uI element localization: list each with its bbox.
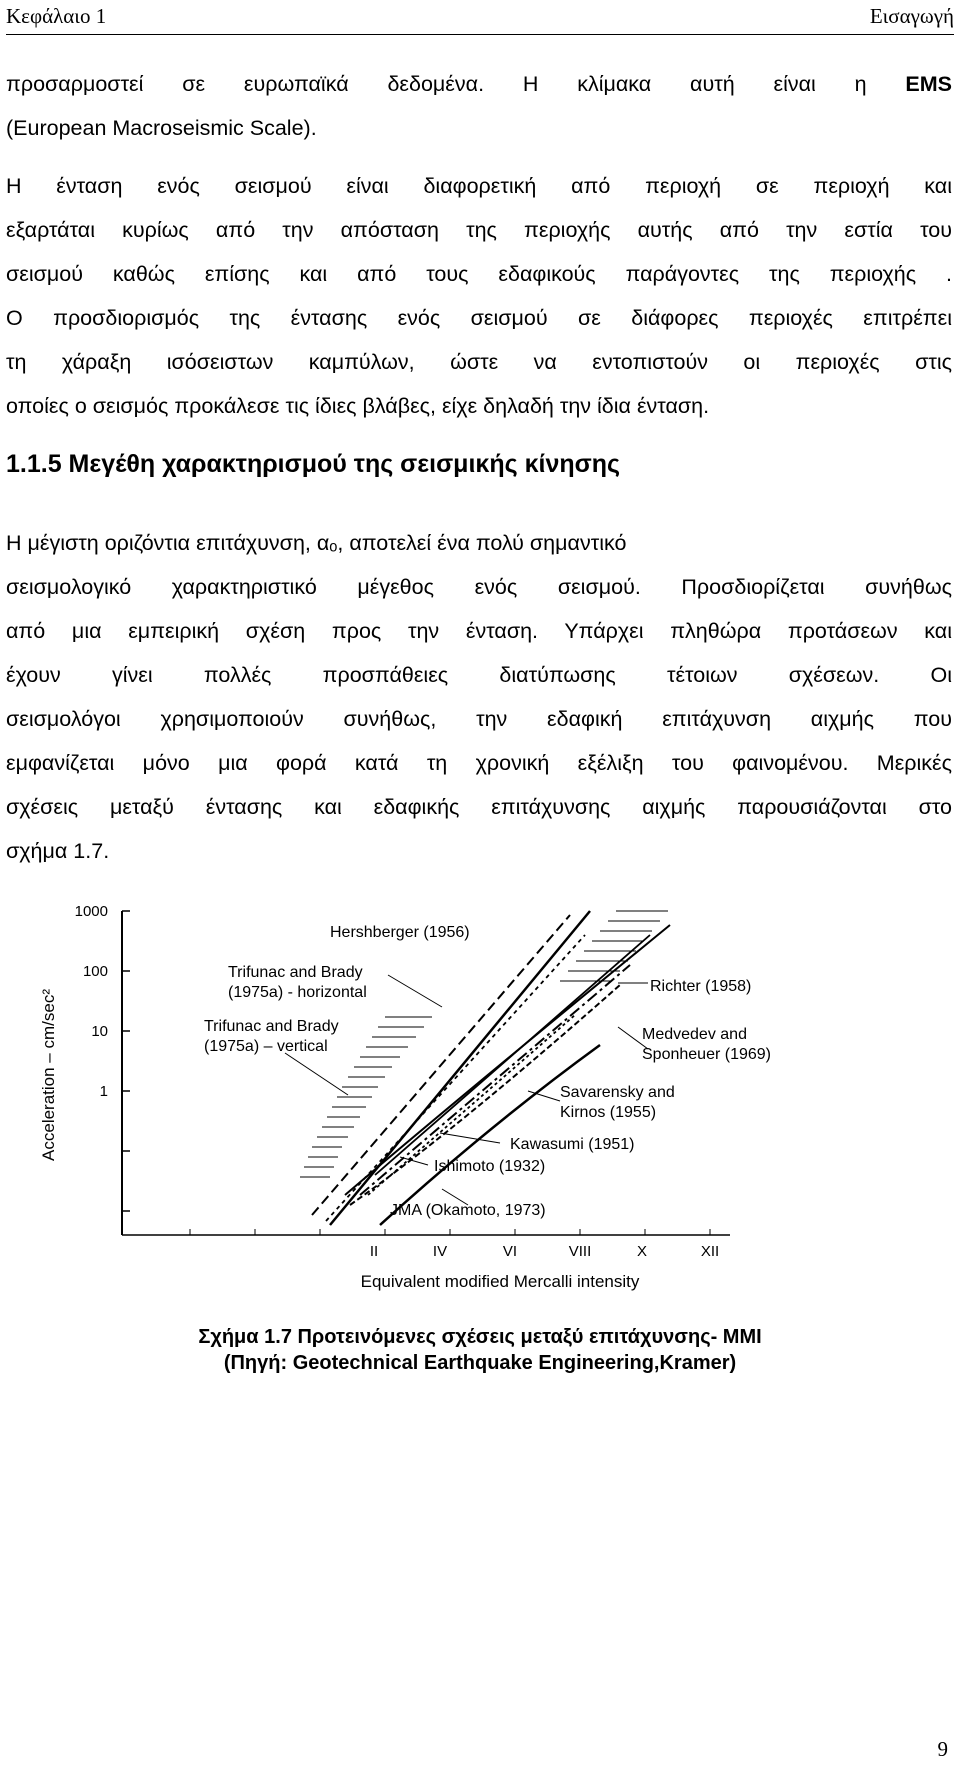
- label-trifunac-horizontal: (1975a) - horizontal: [228, 984, 367, 1001]
- figure-1-7: [30, 895, 870, 1325]
- paragraph-line: (European Macroseismic Scale).: [6, 116, 317, 140]
- y-axis-label: Acceleration – cm/sec²: [39, 989, 58, 1161]
- paragraph-line: προσαρμοστεί σε ευρωπαϊκά δεδομένα. Η κλίμακα αυτή είναι η EMS: [6, 72, 952, 96]
- page-header: [6, 4, 954, 35]
- paragraph-line: έχουν γίνει πολλές προσπάθειες διατύπωσης τέτοιων σχέσεων. Οι: [6, 663, 952, 687]
- y-tick-label: 1: [99, 1083, 108, 1100]
- paragraph-line: σεισμού καθώς επίσης και από τους εδαφικούς παράγοντες της περιοχής .: [6, 262, 952, 286]
- label-savarensky: Kirnos (1955): [560, 1104, 657, 1121]
- paragraph-line: σχέσεις μεταξύ έντασης και εδαφικής επιτάχυνσης αιχμής παρουσιάζονται στο: [6, 795, 952, 819]
- paragraph-line: εμφανίζεται μόνο μια φορά κατά τη χρονική εξέλιξη του φαινομένου. Μερικές: [6, 751, 952, 775]
- label-medvedev: Sponheuer (1969): [642, 1046, 771, 1063]
- paragraph-line: Η μέγιστη οριζόντια επιτάχυνση, αₒ, αποτελεί ένα πολύ σημαντικό: [6, 531, 627, 555]
- label-trifunac-vertical: Trifunac and Brady: [204, 1018, 339, 1035]
- x-tick-label: VIII: [568, 1243, 592, 1260]
- label-hershberger: Hershberger (1956): [330, 924, 470, 941]
- figure-caption-line-2: (Πηγή: Geotechnical Earthquake Engineering,Kramer): [223, 1352, 737, 1374]
- label-trifunac-horizontal: Trifunac and Brady: [228, 964, 363, 981]
- label-richter: Richter (1958): [650, 978, 752, 995]
- paragraph-line: Η ένταση ενός σεισμού είναι διαφορετική από περιοχή σε περιοχή και: [6, 174, 952, 198]
- paragraph-line: σεισμολογικό χαρακτηριστικό μέγεθος ενός σεισμού. Προσδιορίζεται συνήθως: [6, 575, 952, 599]
- x-tick-label: II: [369, 1243, 379, 1260]
- label-savarensky: Savarensky and: [560, 1084, 675, 1101]
- page-number: 9: [937, 1737, 948, 1761]
- figure-caption-line-1: Σχήμα 1.7 Προτεινόμενες σχέσεις μεταξύ επιτάχυνσης- MMI: [198, 1326, 762, 1348]
- paragraph-2: [6, 164, 952, 428]
- label-kawasumi: Kawasumi (1951): [510, 1136, 635, 1153]
- relation-curves: [312, 911, 670, 1225]
- paragraph-line: σεισμολόγοι χρησιμοποιούν συνήθως, την εδαφική επιτάχυνση αιχμής που: [6, 707, 952, 731]
- y-tick-label: 100: [82, 963, 108, 980]
- x-tick-label: X: [636, 1243, 648, 1260]
- y-ticks: [122, 911, 130, 1211]
- y-tick-label: 10: [91, 1023, 108, 1040]
- paragraph-line: σχήμα 1.7.: [6, 839, 110, 863]
- label-medvedev: Medvedev and: [642, 1026, 747, 1043]
- label-trifunac-vertical: (1975a) – vertical: [204, 1038, 328, 1055]
- section-heading: 1.1.5 Μεγέθη χαρακτηρισμού της σεισμικής κίνησης: [6, 450, 621, 478]
- x-tick-label: IV: [432, 1243, 448, 1260]
- ems-abbreviation: EMS: [905, 72, 952, 96]
- section-label: Εισαγωγή: [869, 4, 954, 28]
- curve-hershberger: [330, 911, 590, 1225]
- paragraph-line: Ο προσδιορισμός της έντασης ενός σεισμού σε διάφορες περιοχές επιτρέπει: [6, 306, 952, 330]
- x-tick-label: VI: [502, 1243, 518, 1260]
- paragraph-line: από μια εμπειρική σχέση προς την ένταση. Υπάρχει πληθώρα προτάσεων και: [6, 619, 952, 643]
- x-axis-label: Equivalent modified Mercalli intensity: [360, 1272, 640, 1291]
- label-ishimoto: Ishimoto (1932): [434, 1158, 546, 1175]
- paragraph-3: [6, 521, 952, 873]
- curve-labels: [204, 924, 771, 1219]
- paragraph-line: εξαρτάται κυρίως από την απόσταση της περιοχής αυτής από την εστία του: [6, 218, 952, 242]
- paragraph-line: τη χάραξη ισόσειστων καμπύλων, ώστε να εντοπιστούν οι περιοχές στις: [6, 350, 952, 374]
- y-tick-label: 1000: [74, 903, 108, 920]
- x-ticks: [190, 1229, 710, 1235]
- chapter-label: Κεφάλαιο 1: [6, 4, 107, 28]
- label-jma: JMA (Okamoto, 1973): [390, 1202, 546, 1219]
- acceleration-intensity-plot: [30, 895, 870, 1325]
- paragraph-1: [6, 62, 952, 150]
- paragraph-line: οποίες ο σεισμός προκάλεσε τις ίδιες βλάβες, είχε δηλαδή την ίδια ένταση.: [6, 394, 710, 418]
- x-tick-label: XII: [700, 1243, 720, 1260]
